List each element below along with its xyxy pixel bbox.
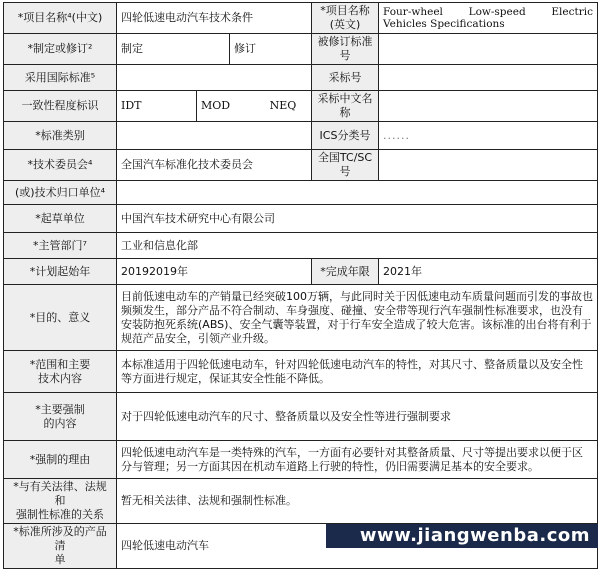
- en-word-2: Low-speed: [468, 6, 526, 18]
- adoption-no-label: 采标号: [312, 65, 379, 91]
- scope-label-line1: *范围和主要: [29, 357, 91, 371]
- adoption-no-value: [379, 65, 598, 91]
- revise-label: *制定或修订²: [4, 34, 117, 65]
- ics-label: ICS分类号: [312, 122, 379, 150]
- revise-option-establish: 制定: [117, 34, 230, 65]
- category-label: *标准类别: [4, 122, 117, 150]
- drafter-value: 中国汽车技术研究中心有限公司: [117, 205, 598, 233]
- row-consistency: [4, 91, 598, 122]
- tc-sc-value: [379, 150, 598, 181]
- revised-standard-no-value: [379, 34, 598, 65]
- mandatory-value: 对于四轮低速电动汽车的尺寸、整备质量以及安全性等进行强制要求: [117, 393, 598, 441]
- committee-label: *技术委员会⁴: [4, 150, 117, 181]
- completion-label: *完成年限: [312, 259, 379, 285]
- products-label: [4, 524, 117, 569]
- ics-value: ......: [379, 122, 598, 150]
- drafter-label: *起草单位: [4, 205, 117, 233]
- project-name-en-line2: Vehicles Specifications: [383, 18, 505, 30]
- purpose-value: 目前低速电动车的产销量已经突破100万辆，与此同时关于因低速电动车质量问题而引发的事故也频频发生，部分产品不符合制动、车身强度、碰撞、安全带等现行汽车强制性标准要求，也没有安装防抱死系统(ABS)、安全气囊等装置，对于行车安全造成了较大危害。该标准的出台将有利于规范产品安全，引领产业升级。: [117, 285, 598, 351]
- plan-start-label: *计划起始年: [4, 259, 117, 285]
- row-intl-standard: [4, 65, 598, 91]
- products-label-line1: *标准所涉及的产品清: [13, 525, 107, 552]
- plan-start-value: 20192019年: [117, 259, 312, 285]
- centralized-unit-value: [117, 181, 598, 205]
- committee-value: 全国汽车标准化技术委员会: [117, 150, 312, 181]
- row-centralized-unit: [4, 181, 598, 205]
- mandatory-label-line1: *主要强制: [35, 402, 85, 416]
- row-authority: [4, 233, 598, 259]
- scope-value: 本标准适用于四轮低速电动车，针对四轮低速电动汽车的特性，对其尺寸、整备质量以及安全性等方面进行规定，保证其安全性能不降低。: [117, 351, 598, 393]
- consistency-label: 一致性程度标识: [4, 91, 117, 122]
- authority-label: *主管部门⁷: [4, 233, 117, 259]
- authority-value: 工业和信息化部: [117, 233, 598, 259]
- consistency-option-idt: IDT: [117, 91, 197, 122]
- relation-label-line1: *与有关法律、法规和: [13, 480, 107, 507]
- row-committee: [4, 150, 598, 181]
- row-scope: [4, 351, 598, 393]
- row-mandatory: [4, 393, 598, 441]
- reason-label: *强制的理由: [4, 441, 117, 479]
- project-name-en-line1: [383, 6, 593, 18]
- adoption-cn-name-value: [379, 91, 598, 122]
- row-category: [4, 122, 598, 150]
- relation-value: 暂无相关法律、法规和强制性标准。: [117, 479, 598, 524]
- watermark-banner: [326, 524, 598, 548]
- centralized-unit-label: (或)技术归口单位⁴: [4, 181, 117, 205]
- row-reason: [4, 441, 598, 479]
- products-label-line2: 单: [54, 553, 66, 566]
- row-plan: [4, 259, 598, 285]
- consistency-option-neq: NEQ: [269, 99, 297, 112]
- row-project-name: [4, 3, 598, 34]
- en-word-3: Electric: [551, 6, 593, 18]
- project-name-cn-value: 四轮低速电动汽车技术条件: [117, 3, 312, 34]
- purpose-label: *目的、意义: [4, 285, 117, 351]
- completion-value: 2021年: [379, 259, 598, 285]
- consistency-option-mod-neq: [197, 91, 312, 122]
- products-value: 四轮低速电动汽车: [117, 524, 598, 569]
- reason-value: 四轮低速电动汽车是一类特殊的汽车，一方面有必要针对其整备质量、尺寸等提出要求以便于区分与管理；另一方面其因在机动车道路上行驶的特性，仍旧需要满足基本的安全要求。: [117, 441, 598, 479]
- mandatory-label-line2: 的内容: [43, 416, 77, 430]
- watermark-text: www.jiangwenba.com: [359, 525, 590, 546]
- consistency-option-mod: MOD: [201, 99, 231, 112]
- en-word-1: Four-wheel: [383, 6, 443, 18]
- project-name-en-cell: [379, 3, 598, 34]
- relation-label: [4, 479, 117, 524]
- scope-label-line2: 技术内容: [38, 371, 82, 385]
- category-value: [117, 122, 312, 150]
- tc-sc-label: 全国TC/SC号: [312, 150, 379, 181]
- intl-standard-value: [117, 65, 312, 91]
- row-revise: [4, 34, 598, 65]
- scope-label: [4, 351, 117, 393]
- revise-option-revise: 修订: [230, 34, 312, 65]
- row-relation: [4, 479, 598, 524]
- project-name-cn-label: *项目名称⁴(中文): [4, 3, 117, 34]
- relation-label-line2: 强制性标准的关系: [16, 508, 104, 521]
- project-name-en-label: *项目名称(英文): [312, 3, 379, 34]
- row-purpose: [4, 285, 598, 351]
- revised-standard-no-label: 被修订标准号: [312, 34, 379, 65]
- mandatory-label: [4, 393, 117, 441]
- intl-standard-label: 采用国际标准⁵: [4, 65, 117, 91]
- form-table: [3, 2, 598, 569]
- adoption-cn-name-label: 采标中文名称: [312, 91, 379, 122]
- row-drafter: [4, 205, 598, 233]
